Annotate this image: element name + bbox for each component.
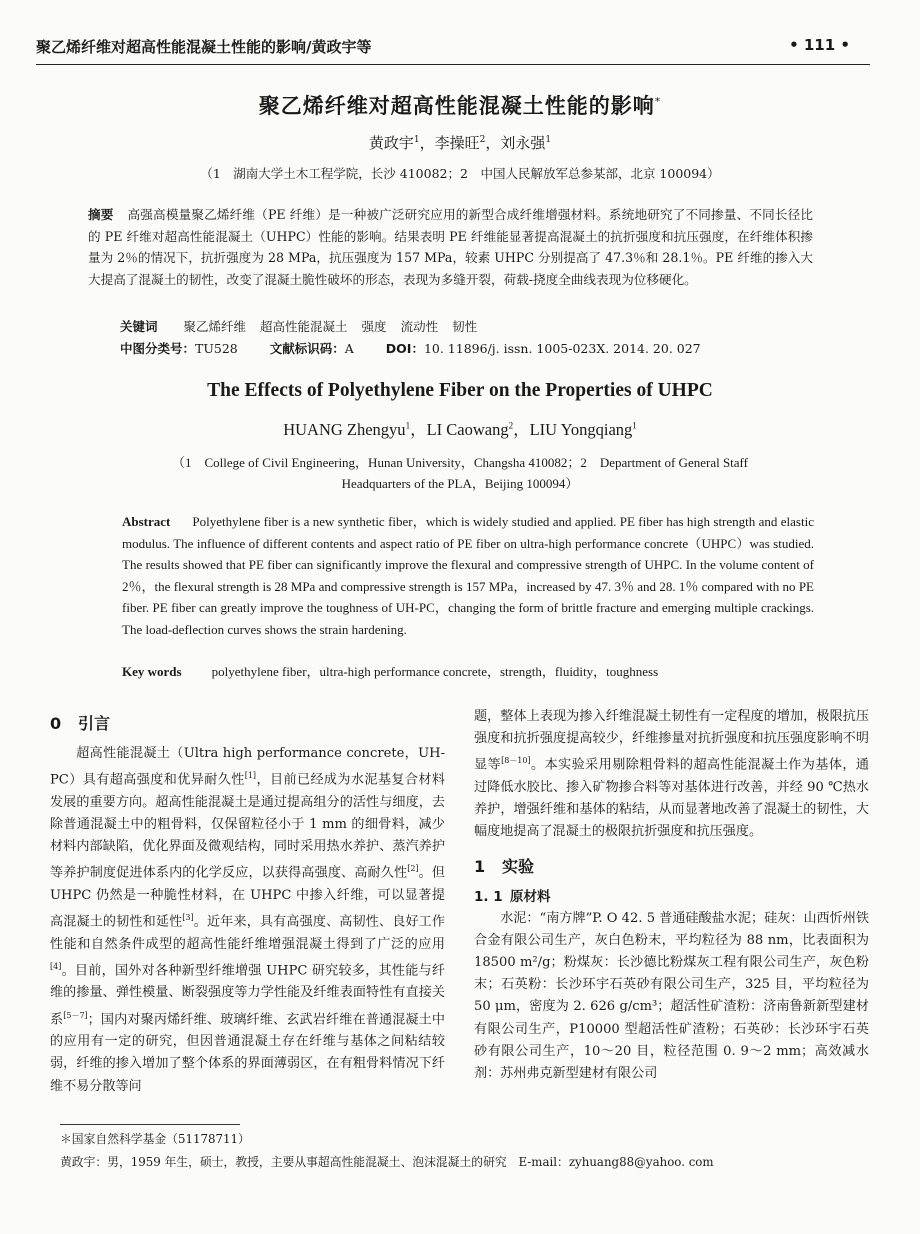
intro-paragraph: 超高性能混凝土（Ultra high performance concrete，UH-PC）具有超高强度和优异耐久性[1]，目前已经成为水泥基复合材料发展的重要方向。超高性能混凝土是通过提高组分的活性与细度，去除普通混凝土中的粗骨料，仅保留粒径小于 1 mm 的细骨料，减少材料内部缺陷，优化界面及微观结构，同时采用热水养护、蒸汽养护等养护制度促进体系内的化学反应，以获得高强度、高耐久性[2]。但 UHPC 仍然是一种脆性材料，在 UHPC 中掺入纤维，可以显著提高混凝土的韧性和延性[3]。近年来，具有高强度、高韧性、良好工作性能和自然条件成型的超高性能纤维增强混凝土得到了广泛的应用[4]。目前，国外对各种新型纤维增强 UHPC 研究较多，其性能与纤维的掺量、弹性模量、断裂强度等力学性能及纤维表面特性有直接关系[5－7]；国内对聚丙烯纤维、玻璃纤维、玄武岩纤维在普通混凝土中的应用有一定的研究，但因普通混凝土存在纤维与基体之间粘结较弱，纤维的掺入增加了整个体系的界面薄弱区，在有粗骨料情况下纤维不易分散等问 <box>50 746 446 1094</box>
cn-abstract-label: 摘要 <box>88 207 114 222</box>
running-title: 聚乙烯纤维对超高性能混凝土性能的影响/黄政宇等 <box>36 38 372 56</box>
section-1-heading: 1 实验 <box>474 856 535 876</box>
cn-classification: 中图分类号：TU528 文献标识码：A DOI：10. 11896/j. issn. 1005-023X. 2014. 20. 027 <box>120 341 701 356</box>
en-keywords: Key words polyethylene fiber，ultra-high performance concrete，strength，fluidity，toughness <box>122 664 659 679</box>
cn-title: 聚乙烯纤维对超高性能混凝土性能的影响* <box>258 94 662 118</box>
body-right-column <box>474 706 869 1085</box>
intro-paragraph-continued: 题，整体上表现为掺入纤维混凝土韧性有一定程度的增加，极限抗压强度和抗折强度提高较少，纤维掺量对抗折强度和抗压强度影响不明显等[8－10]。本实验采用剔除粗骨料的超高性能混凝土作为基体，通过降低水胶比、掺入矿物掺合料等对基体进行改善，并经 90 ℃热水养护，增强纤维和基体的粘结，从而显著地改善了混凝土的韧性，大幅度地提高了混凝土的极限抗折强度和抗压强度。 <box>474 709 870 840</box>
body-left-column <box>50 713 445 1098</box>
subsection-1-1-heading: 1. 1 原材料 <box>474 888 551 905</box>
en-abstract <box>122 511 814 641</box>
footnote-author-bio: 黄政宇：男，1959 年生，硕士，教授，主要从事超高性能混凝土、泡沫混凝土的研究 E-mail：zyhuang88@yahoo. com <box>60 1155 714 1169</box>
cn-keywords: 关键词 聚乙烯纤维 超高性能混凝土 强度 流动性 韧性 <box>120 319 478 334</box>
en-title: The Effects of Polyethylene Fiber on the Properties of UHPC <box>207 380 713 401</box>
header-rule <box>36 64 870 65</box>
title-footnote-mark: * <box>654 95 662 108</box>
cn-authors: 黄政宇$^1$，李操旺$^2$，刘永强$^1$ <box>368 134 552 152</box>
en-affiliation: （1 College of Civil Engineering，Hunan University，Changsha 410082；2 Department of General Staff Headquarters of the PLA，Beijing 100094） <box>172 455 748 491</box>
footnote-rule <box>60 1124 240 1125</box>
en-abstract-text: Polyethylene fiber is a new synthetic fiber，which is widely studied and applied. PE fiber has high strength and elastic modulus. The influence of different contents and aspect ratio of PE fiber on ultra-high performance concrete（UHPC）was studied. The results showed that PE fiber can significantly improve the flexural and compressive strength of UHPC. In the volume content of 2％，the flexural strength is 28 MPa and compressive strength is 157 MPa，increased by 47. 3％ and 28. 1％ compared with no PE fiber. PE fiber can greatly improve the toughness of UH-PC，changing the form of brittle fracture and emerging multiple crackings. The load-deflection curves shows the strain hardening. <box>122 514 814 637</box>
page-number: • 111 • <box>789 36 850 54</box>
en-authors: HUANG Zhengyu$^1$，LI Caowang$^2$，LIU Yongqiang$^1$ <box>283 420 637 439</box>
section-0-heading: 0 引言 <box>50 714 111 733</box>
materials-paragraph: 水泥：“南方牌”P. O 42. 5 普通硅酸盐水泥；硅灰：山西忻州铁合金有限公司生产，灰白色粉末，平均粒径为 88 nm，比表面积为 18500 m²/g；粉煤灰：长沙德比粉煤灰工程有限公司生产，灰色粉末；石英粉：长沙环宇石英砂有限公司生产，325 目，平均粒径为 50 μm，密度为 2. 626 g/cm³；超活性矿渣粉：济南鲁新新型建材有限公司生产，P10000 型超活性矿渣粉；石英砂：长沙环宇石英砂有限公司生产，10～20 目，粒径范围 0. 9～2 mm；高效减水剂：苏州弗克新型建材有限公司 <box>474 910 869 1081</box>
footnote-fund: ＊国家自然科学基金（51178711） <box>60 1132 250 1146</box>
en-abstract-label: Abstract <box>122 514 171 529</box>
cn-abstract <box>88 204 813 290</box>
cn-abstract-text: 高强高模量聚乙烯纤维（PE 纤维）是一种被广泛研究应用的新型合成纤维增强材料。系统地研究了不同掺量、不同长径比的 PE 纤维对超高性能混凝土（UHPC）性能的影响。结果表明 PE 纤维能显著提高混凝土的抗折强度和抗压强度，在纤维体积掺量为 2％的情况下，抗折强度为 28 MPa，抗压强度为 157 MPa，较素 UHPC 分别提高了 47.3％和 28.1％。PE 纤维的掺入大大提高了混凝土的韧性，改变了混凝土脆性破坏的形态，表现为多缝开裂，荷载-挠度全曲线表现为位移硬化。 <box>88 207 813 287</box>
cn-affiliation: （1 湖南大学土木工程学院，长沙 410082；2 中国人民解放军总参某部，北京 100094） <box>200 166 720 181</box>
